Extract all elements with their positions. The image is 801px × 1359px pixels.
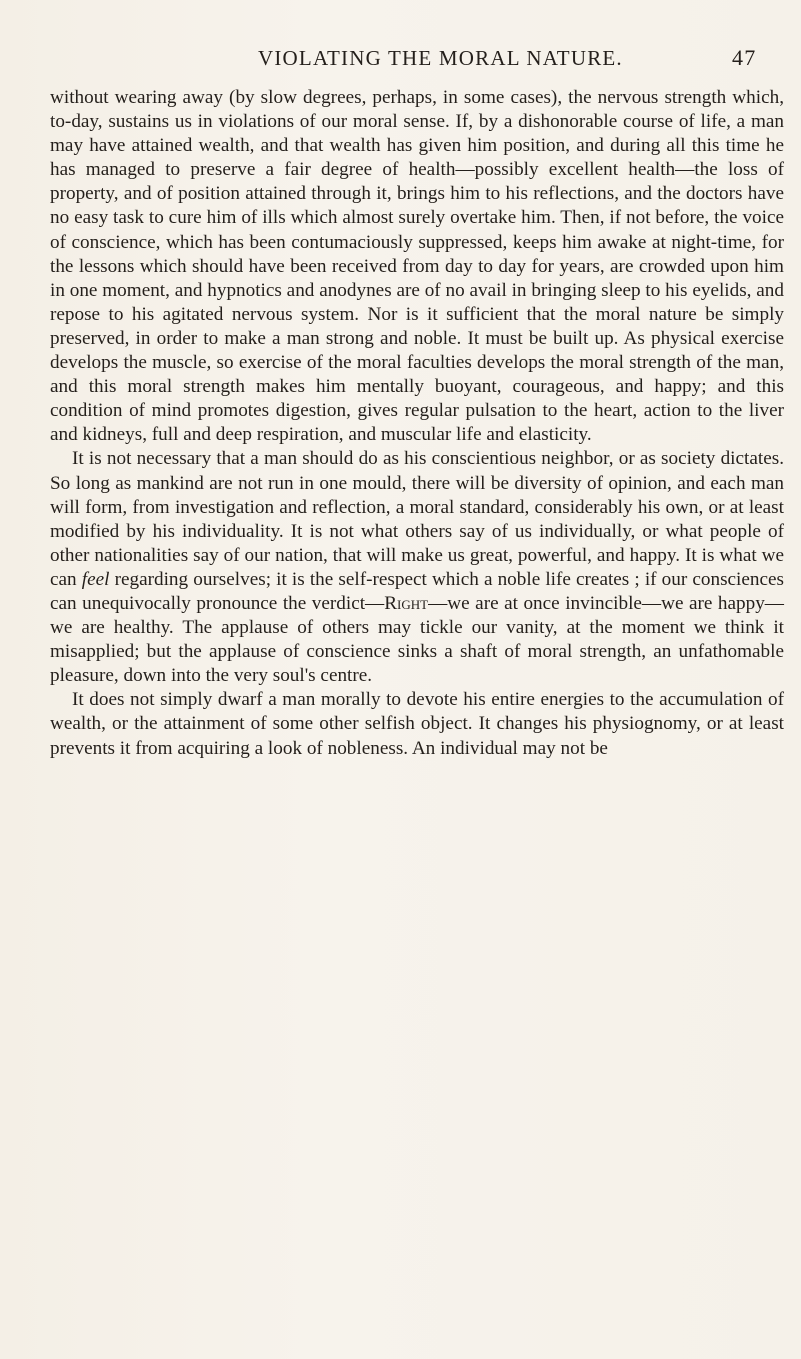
- emphasis-feel: feel: [81, 568, 110, 590]
- paragraph-2-part-a: It is not necessary that a man should do as his conscientious neighbor, or as society dictates. So long as mankind are not run in one mould, there will be diversity of opinion, and each man will form, from investigation and reflection, a moral standard, considerably his own, or at least modified by his individuality. It is not what others say of us individually, or what people of other nationalities say of our nation, that will make us great, powerful, and happy. It is what we can: [50, 448, 784, 590]
- running-head: [258, 43, 778, 73]
- paragraph-2-part-c: —we are at once invincible—we are happy—we are healthy. The applause of others may tickle our vanity, at the moment we think it misapplied; but the applause of conscience sinks a shaft of moral strength, an unfathomable pleasure, down into the very soul's centre.: [50, 592, 784, 687]
- paragraph-2: [50, 447, 784, 688]
- small-caps-right: Right: [384, 592, 429, 614]
- chapter-title: VIOLATING THE MORAL NATURE.: [258, 46, 623, 70]
- paragraph-1: without wearing away (by slow degrees, perhaps, in some cases), the nervous strength which, to-day, sustains us in violations of our moral sense. If, by a dishonorable course of life, a man may have attained wealth, and that wealth has given him position, and during all this time he has managed to preserve a fair degree of health—possibly excellent health—the loss of property, and of position attained through it, brings him to his reflections, and the doctors have no easy task to cure him of ills which almost surely overtake him. Then, if not before, the voice of conscience, which has been contumaciously suppressed, keeps him awake at night-time, for the lessons which should have been received from day to day for years, are crowded upon him in one moment, and hypnotics and anodynes are of no avail in bringing sleep to his eyelids, and repose to his agitated nervous system. Nor is it sufficient that the moral nature be simply preserved, in order to make a man strong and noble. It must be built up. As physical exercise develops the muscle, so exercise of the moral faculties develops the moral strength of the man, and this moral strength makes him mentally buoyant, courageous, and happy; and this condition of mind promotes digestion, gives regular pulsation to the heart, action to the liver and kidneys, full and deep respiration, and muscular life and elasticity.: [50, 87, 784, 446]
- page-number: 47: [732, 45, 757, 70]
- body-text: [50, 86, 784, 761]
- paragraph-3: It does not simply dwarf a man morally to devote his entire energies to the accumulation of wealth, or the attainment of some other selfish object. It changes his physiognomy, or at least prevents it from acquiring a look of nobleness. An individual may not be: [50, 689, 784, 759]
- paragraph-2-part-b: regarding ourselves; it is the self-respect which a noble life creates ; if our consciences can unequivocally pronounce the verdict—: [50, 568, 785, 614]
